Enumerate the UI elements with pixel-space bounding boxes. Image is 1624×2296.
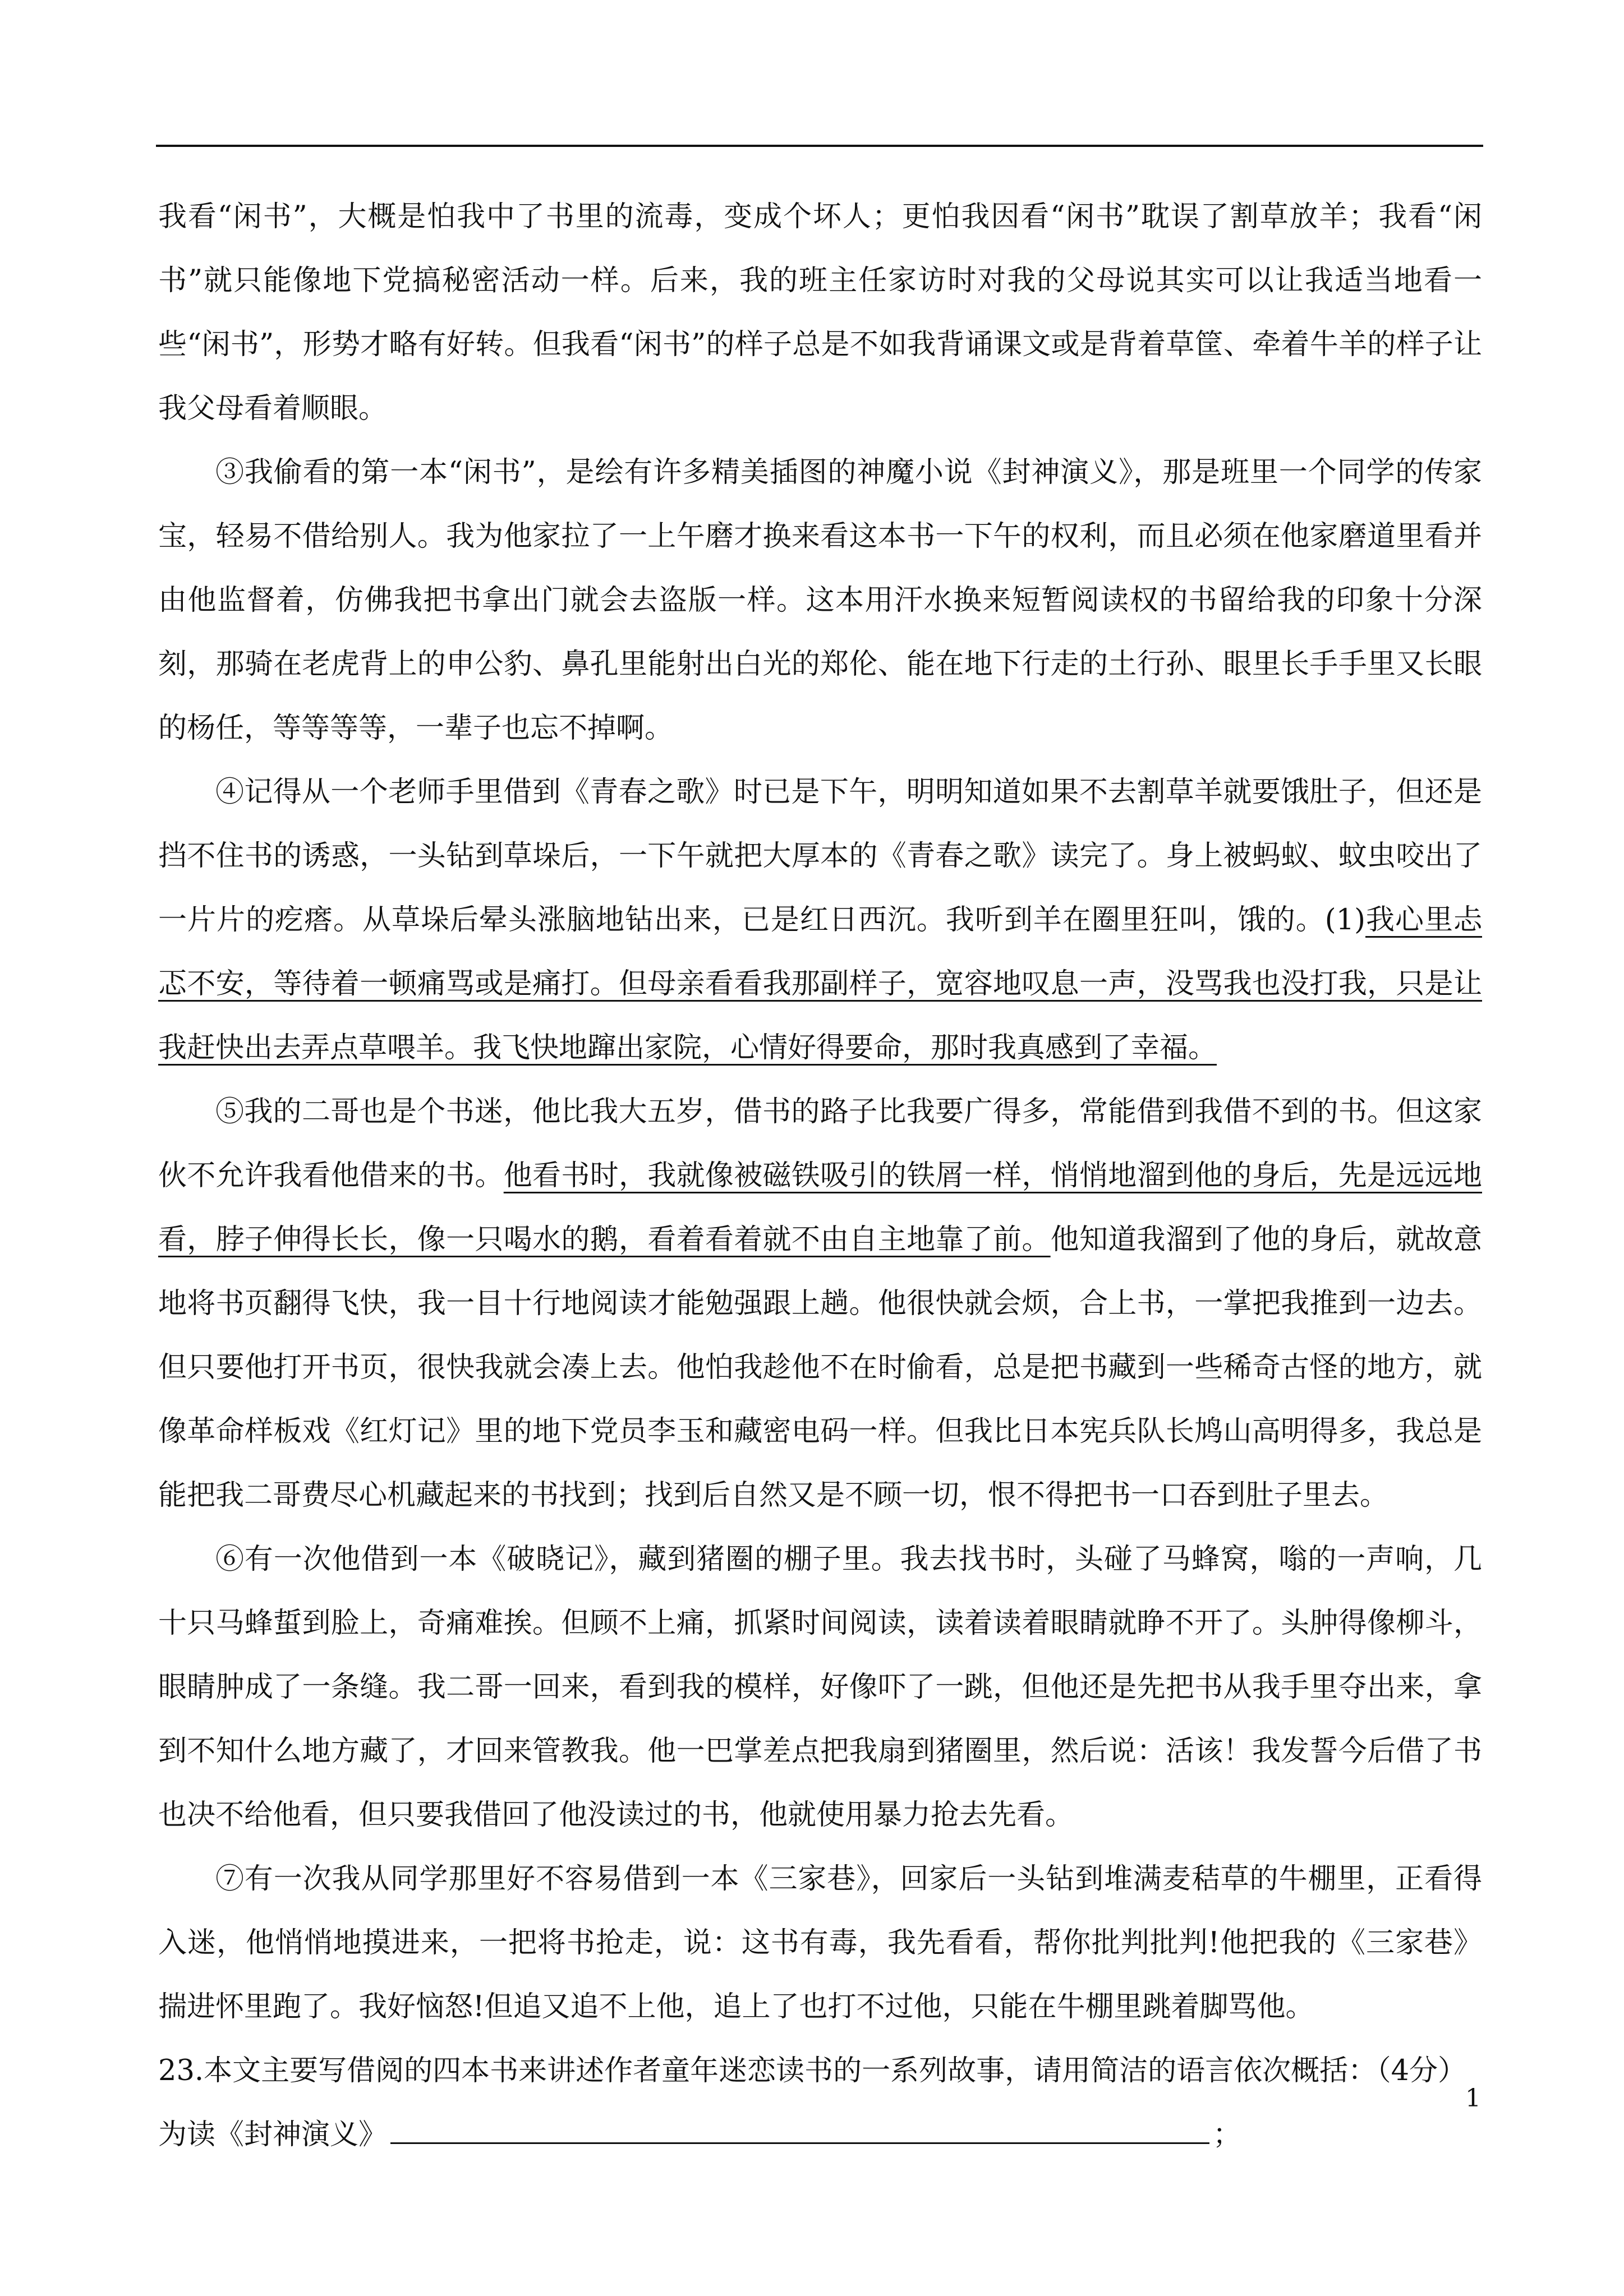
answer-prefix: 为读《封神演义》	[158, 2118, 388, 2151]
question-23: 23.本文主要写借阅的四本书来讲述作者童年迷恋读书的一系列故事，请用简洁的语言依次概括：（4分）	[158, 2054, 1467, 2087]
passage-text	[158, 185, 1482, 2167]
paragraph-text: ⑥有一次他借到一本《破晓记》，藏到猪圈的棚子里。我去找书时，头碰了马蜂窝，嗡的一声响，几十只马蜂蜇到脸上，奇痛难挨。但顾不上痛，抓紧时间阅读，读着读着眼睛就睁不开了。头肿得像柳斗，眼睛肿成了一条缝。我二哥一回来，看到我的模样，好像吓了一跳，但他还是先把书从我手里夺出来，拿到不知什么地方藏了，才回来管教我。他一巴掌差点把我扇到猪圈里，然后说：活该！我发誓今后借了书也决不给他看，但只要我借回了他没读过的书，他就使用暴力抢去先看。	[158, 1543, 1482, 1832]
page-number: 1	[1465, 2084, 1481, 2113]
paragraph-text: 他知道我溜到了他的身后，就故意地将书页翻得飞快，我一目十行地阅读才能勉强跟上趟。他很快就会烦，合上书，一掌把我推到一边去。但只要他打开书页，很快我就会凑上去。他怕我趁他不在时偷看，总是把书藏到一些稀奇古怪的地方，就像革命样板戏《红灯记》里的地下党员李玉和藏密电码一样。但我比日本宪兵队长鸠山高明得多，我总是能把我二哥费尽心机藏起来的书找到；找到后自然又是不顾一切，恨不得把书一口吞到肚子里去。	[158, 1223, 1482, 1512]
paragraph	[158, 760, 1482, 1080]
paragraph-text: ⑦有一次我从同学那里好不容易借到一本《三家巷》，回家后一头钻到堆满麦秸草的牛棚里，正看得入迷，他悄悄地摸进来，一把将书抢走，说：这书有毒，我先看看，帮你批判批判!他把我的《三家巷》揣进怀里跑了。我好恼怒!但追又追不上他，追上了也打不过他，只能在牛棚里跳着脚骂他。	[158, 1862, 1483, 2023]
paragraph	[158, 1528, 1482, 1847]
paragraph	[158, 1080, 1482, 1528]
answer-line	[158, 2103, 1482, 2167]
underlined-sentence: 我心里忐忑不安，等待着一顿痛骂或是痛打。但母亲看看我那副样子，宽容地叹息一声，没骂我也没打我，只是让我赶快出去弄点草喂羊。我飞快地蹿出家院，心情好得要命，那时我真感到了幸福。	[158, 903, 1482, 1064]
underlined-sentence: 他看书时，我就像被磁铁吸引的铁屑一样，悄悄地溜到他的身后，先是远远地看，脖子伸得长长，像一只喝水的鹅，看着看着就不由自主地靠了前。	[158, 1159, 1482, 1256]
answer-suffix: ；	[1213, 2118, 1242, 2151]
paragraph-text: ⑤我的二哥也是个书迷，他比我大五岁，借书的路子比我要广得多，常能借到我借不到的书。但这家伙不允许我看他借来的书。	[158, 1095, 1482, 1192]
header-rule	[156, 145, 1483, 147]
paragraph-text: ④记得从一个老师手里借到《青春之歌》时已是下午，明明知道如果不去割草羊就要饿肚子，但还是挡不住书的诱惑，一头钻到草垛后，一下午就把大厚本的《青春之歌》读完了。身上被蚂蚁、蚊虫咬出了一片片的疙瘩。从草垛后晕头涨脑地钻出来，已是红日西沉。我听到羊在圈里狂叫，饿的。(1)	[158, 776, 1482, 937]
paragraph-text: 我看“闲书”，大概是怕我中了书里的流毒，变成个坏人；更怕我因看“闲书”耽误了割草放羊；我看“闲书”就只能像地下党搞秘密活动一样。后来，我的班主任家访时对我的父母说其实可以让我适当地看一些“闲书”，形势才略有好转。但我看“闲书”的样子总是不如我背诵课文或是背着草筐、牵着牛羊的样子让我父母看着顺眼。	[158, 200, 1482, 425]
paragraph	[158, 185, 1482, 441]
paragraph	[158, 1847, 1482, 2039]
answer-blank[interactable]	[390, 2120, 1209, 2144]
paragraph	[158, 441, 1482, 760]
paragraph-list	[158, 185, 1482, 2039]
paragraph-text: ③我偷看的第一本“闲书”，是绘有许多精美插图的神魔小说《封神演义》，那是班里一个同学的传家宝，轻易不借给别人。我为他家拉了一上午磨才换来看这本书一下午的权利，而且必须在他家磨道里看并由他监督着，仿佛我把书拿出门就会去盗版一样。这本用汗水换来短暂阅读权的书留给我的印象十分深刻，那骑在老虎背上的申公豹、鼻孔里能射出白光的郑伦、能在地下行走的土行孙、眼里长手手里又长眼的杨任，等等等等，一辈子也忘不掉啊。	[158, 456, 1482, 745]
